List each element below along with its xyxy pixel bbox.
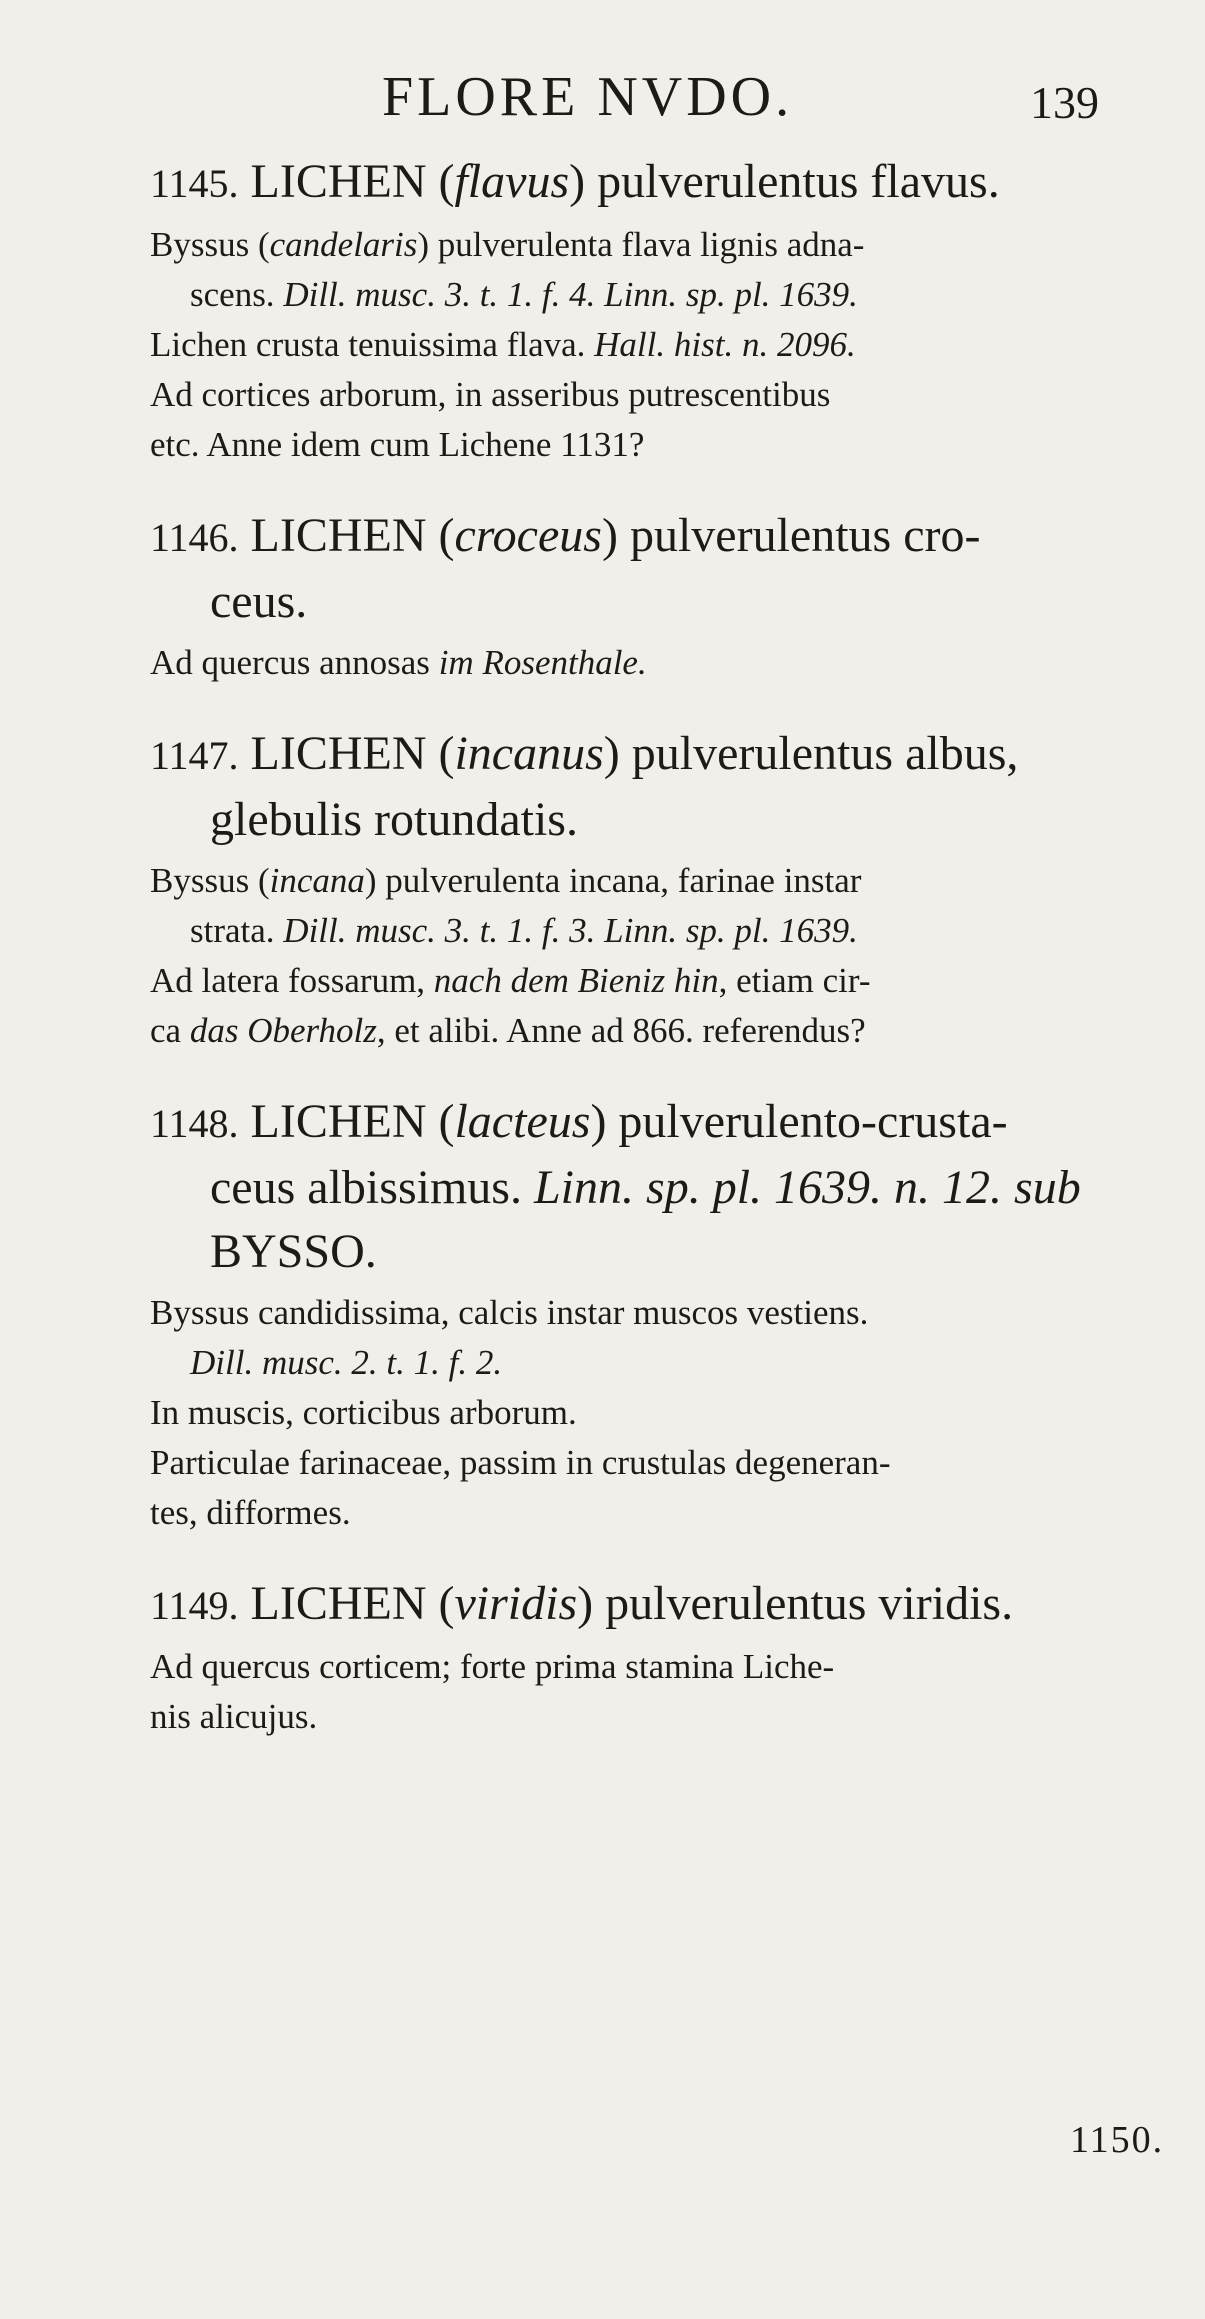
entry-epithet: croceus xyxy=(454,509,602,562)
entry-heading: 1146. LICHEN (croceus) pulverulentus cro- ceus. xyxy=(150,509,981,628)
entry-line: Byssus (candelaris) pulverulenta flava lignis adna- xyxy=(150,225,865,264)
page-body xyxy=(150,150,1130,1742)
page-number: 139 xyxy=(1030,77,1099,128)
entry-line: etc. Anne idem cum Lichene 1131? xyxy=(150,425,645,464)
entry-line: Dill. musc. 2. t. 1. f. 2. xyxy=(190,1343,503,1382)
entry-epithet: lacteus xyxy=(454,1095,591,1148)
entry-line: scens. Dill. musc. 3. t. 1. f. 4. Linn. sp. pl. 1639. xyxy=(190,275,858,314)
entry-line: Lichen crusta tenuissima flava. Hall. hist. n. 2096. xyxy=(150,325,856,364)
entry-number: 1149. xyxy=(150,1583,239,1628)
entry-epithet: incanus xyxy=(454,727,604,780)
entry-line: Ad quercus annosas im Rosenthale. xyxy=(150,643,647,682)
catchword: 1150. xyxy=(1070,2119,1165,2161)
entry-heading: 1147. LICHEN (incanus) pulverulentus albus, glebulis rotundatis. xyxy=(150,727,1019,846)
running-head xyxy=(0,62,1205,132)
entry-line: Particulae farinaceae, passim in crustulas degeneran- xyxy=(150,1443,891,1482)
entry-heading: 1148. LICHEN (lacteus) pulverulento-crusta- ceus albissimus. Linn. sp. pl. 1639. n. 12. sub BYSSO. xyxy=(150,1095,1081,1278)
entry-line: Ad latera fossarum, nach dem Bieniz hin, etiam cir- xyxy=(150,961,871,1000)
entry-line: strata. Dill. musc. 3. t. 1. f. 3. Linn. sp. pl. 1639. xyxy=(190,911,858,950)
running-head-title: FLORE NVDO. xyxy=(382,66,794,128)
entry-number: 1147. xyxy=(150,733,239,778)
entry-line: Byssus (incana) pulverulenta incana, farinae instar xyxy=(150,861,862,900)
entry-1148 xyxy=(150,1090,1130,1538)
entry-line: tes, difformes. xyxy=(150,1493,351,1532)
entry-number: 1148. xyxy=(150,1101,239,1146)
entry-epithet: flavus xyxy=(454,155,570,208)
entry-heading: 1145. LICHEN (flavus) pulverulentus flavus. xyxy=(150,155,1000,208)
entry-epithet: viridis xyxy=(454,1577,578,1630)
entry-line: ca das Oberholz, et alibi. Anne ad 866. referendus? xyxy=(150,1011,866,1050)
entry-1145 xyxy=(150,150,1130,470)
entry-line: In muscis, corticibus arborum. xyxy=(150,1393,577,1432)
entry-1147 xyxy=(150,722,1130,1056)
entry-line: nis alicujus. xyxy=(150,1697,318,1736)
entry-number: 1146. xyxy=(150,515,239,560)
entry-heading: 1149. LICHEN (viridis) pulverulentus viridis. xyxy=(150,1577,1014,1630)
entry-line: Ad cortices arborum, in asseribus putrescentibus xyxy=(150,375,831,414)
entry-line: Ad quercus corticem; forte prima stamina Liche- xyxy=(150,1647,835,1686)
entry-number: 1145. xyxy=(150,161,239,206)
entry-1146 xyxy=(150,504,1130,688)
entry-1149 xyxy=(150,1572,1130,1742)
entry-line: Byssus candidissima, calcis instar muscos vestiens. xyxy=(150,1293,869,1332)
